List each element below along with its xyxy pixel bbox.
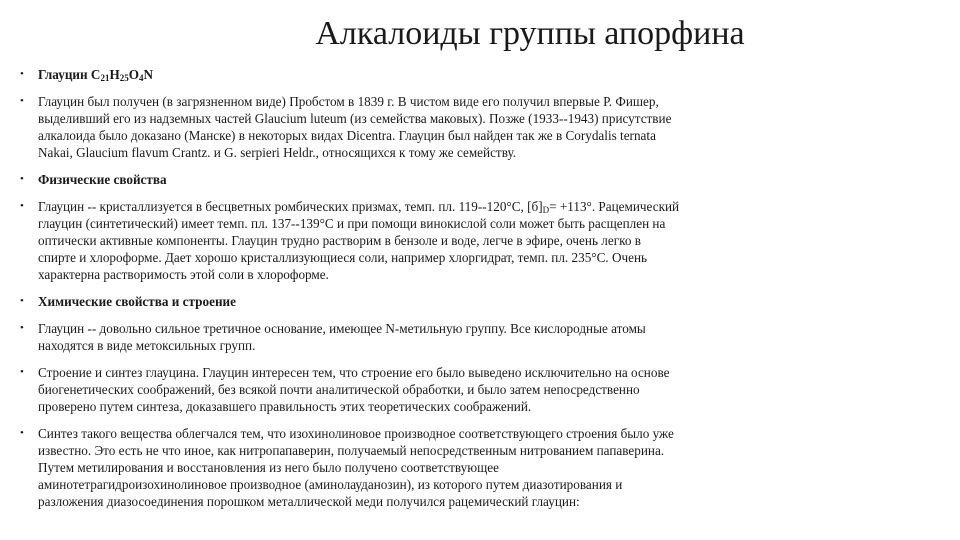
bullet-chemical-heading [14,293,844,310]
history-line: Глауцин был получен (в загрязненном виде) Пробстом в 1839 г. В чистом виде его получил впервые Р. Фишер, [38,94,659,109]
structure-line: Строение и синтез глауцина. Глауцин интересен тем, что строение его было выведено исключительно на основе [38,365,670,380]
history-line: выделивший его из надземных частей Glaucium luteum (из семейства маковых). Позже (1933--1943) присутствие [38,111,672,126]
formula-sub-h: 25 [119,73,129,83]
physical-sub: D [542,205,550,215]
bullet-chemical [14,320,844,354]
physical-line: Глауцин -- кристаллизуется в бесцветных ромбических призмах, темп. пл. 119--120°C, [б] [38,199,543,214]
bullet-dot: • [20,366,24,378]
chemical-heading: Химические свойства и строение [38,294,236,309]
physical-heading: Физические свойства [38,172,167,187]
bullet-synthesis [14,425,844,510]
slide-content [14,66,844,520]
bullet-dot: • [20,200,24,212]
synthesis-line: Путем метилирования и восстановления из него было получено соответствующее [38,460,499,475]
formula-text [38,67,153,82]
physical-line-post: = +113°. Рацемический [549,199,680,214]
bullet-physical-heading [14,171,844,188]
history-line: Nakai, Glaucium flavum Crantz. и G. serpieri Heldr., относящихся к тому же семейству. [38,145,517,160]
synthesis-line: аминотетрагидроизохинолиновое производное (аминолауданозин), из которого путем диазотирования и [38,477,623,492]
bullet-history [14,93,844,161]
synthesis-line: Синтез такого вещества облегчался тем, что изохинолиновое производное соответствующего строения было уже [38,426,674,441]
physical-line: спирте и хлороформе. Дает хорошо кристаллизующиеся соли, например хлоргидрат, темп. пл. 235°C. Очень [38,250,648,265]
structure-line: биогенетических соображений, без всякой почти аналитической обработки, и было затем непосредственно [38,382,640,397]
formula-o: O [128,67,139,82]
physical-line: характерна растворимость этой соли в хлороформе. [38,267,329,282]
bullet-dot: • [20,173,24,185]
bullet-dot: • [20,427,24,439]
history-line: алкалоида было доказано (Манске) в некоторых видах Dicentra. Глауцин был найден так же в Corydalis ternata [38,128,656,143]
chemical-line: находятся в виде метоксильных групп. [38,338,256,353]
bullet-dot: • [20,295,24,307]
physical-line: глауцин (синтетический) имеет темп. пл. 137--139°C и при помощи винокислой соли может быть расщеплен на [38,216,666,231]
physical-line: оптически активные компоненты. Глауцин трудно растворим в бензоле и воде, легче в эфире, очень легко в [38,233,641,248]
chemical-line: Глауцин -- довольно сильное третичное основание, имеющее N-метильную группу. Все кислородные атомы [38,321,646,336]
bullet-dot: • [20,95,24,107]
bullet-structure [14,364,844,415]
synthesis-line: разложения диазосоединения порошком металлической меди получился рацемический глауцин: [38,494,580,509]
bullet-formula [14,66,844,83]
structure-line: проверено путем синтеза, доказавшего правильность этих теоретических соображений. [38,399,532,414]
bullet-dot: • [20,68,24,80]
formula-sub-c: 21 [100,73,110,83]
bullet-physical [14,198,844,283]
formula-sub-o: 4 [138,73,144,83]
slide-title: Алкалоиды группы апорфина [315,15,745,52]
formula-h: H [109,67,120,82]
formula-n: N [143,67,153,82]
formula-name: Глауцин C [38,67,101,82]
bullet-dot: • [20,322,24,334]
synthesis-line: известно. Это есть не что иное, как нитропапаверин, получаемый непосредственным нитрованием папаверина. [38,443,665,458]
